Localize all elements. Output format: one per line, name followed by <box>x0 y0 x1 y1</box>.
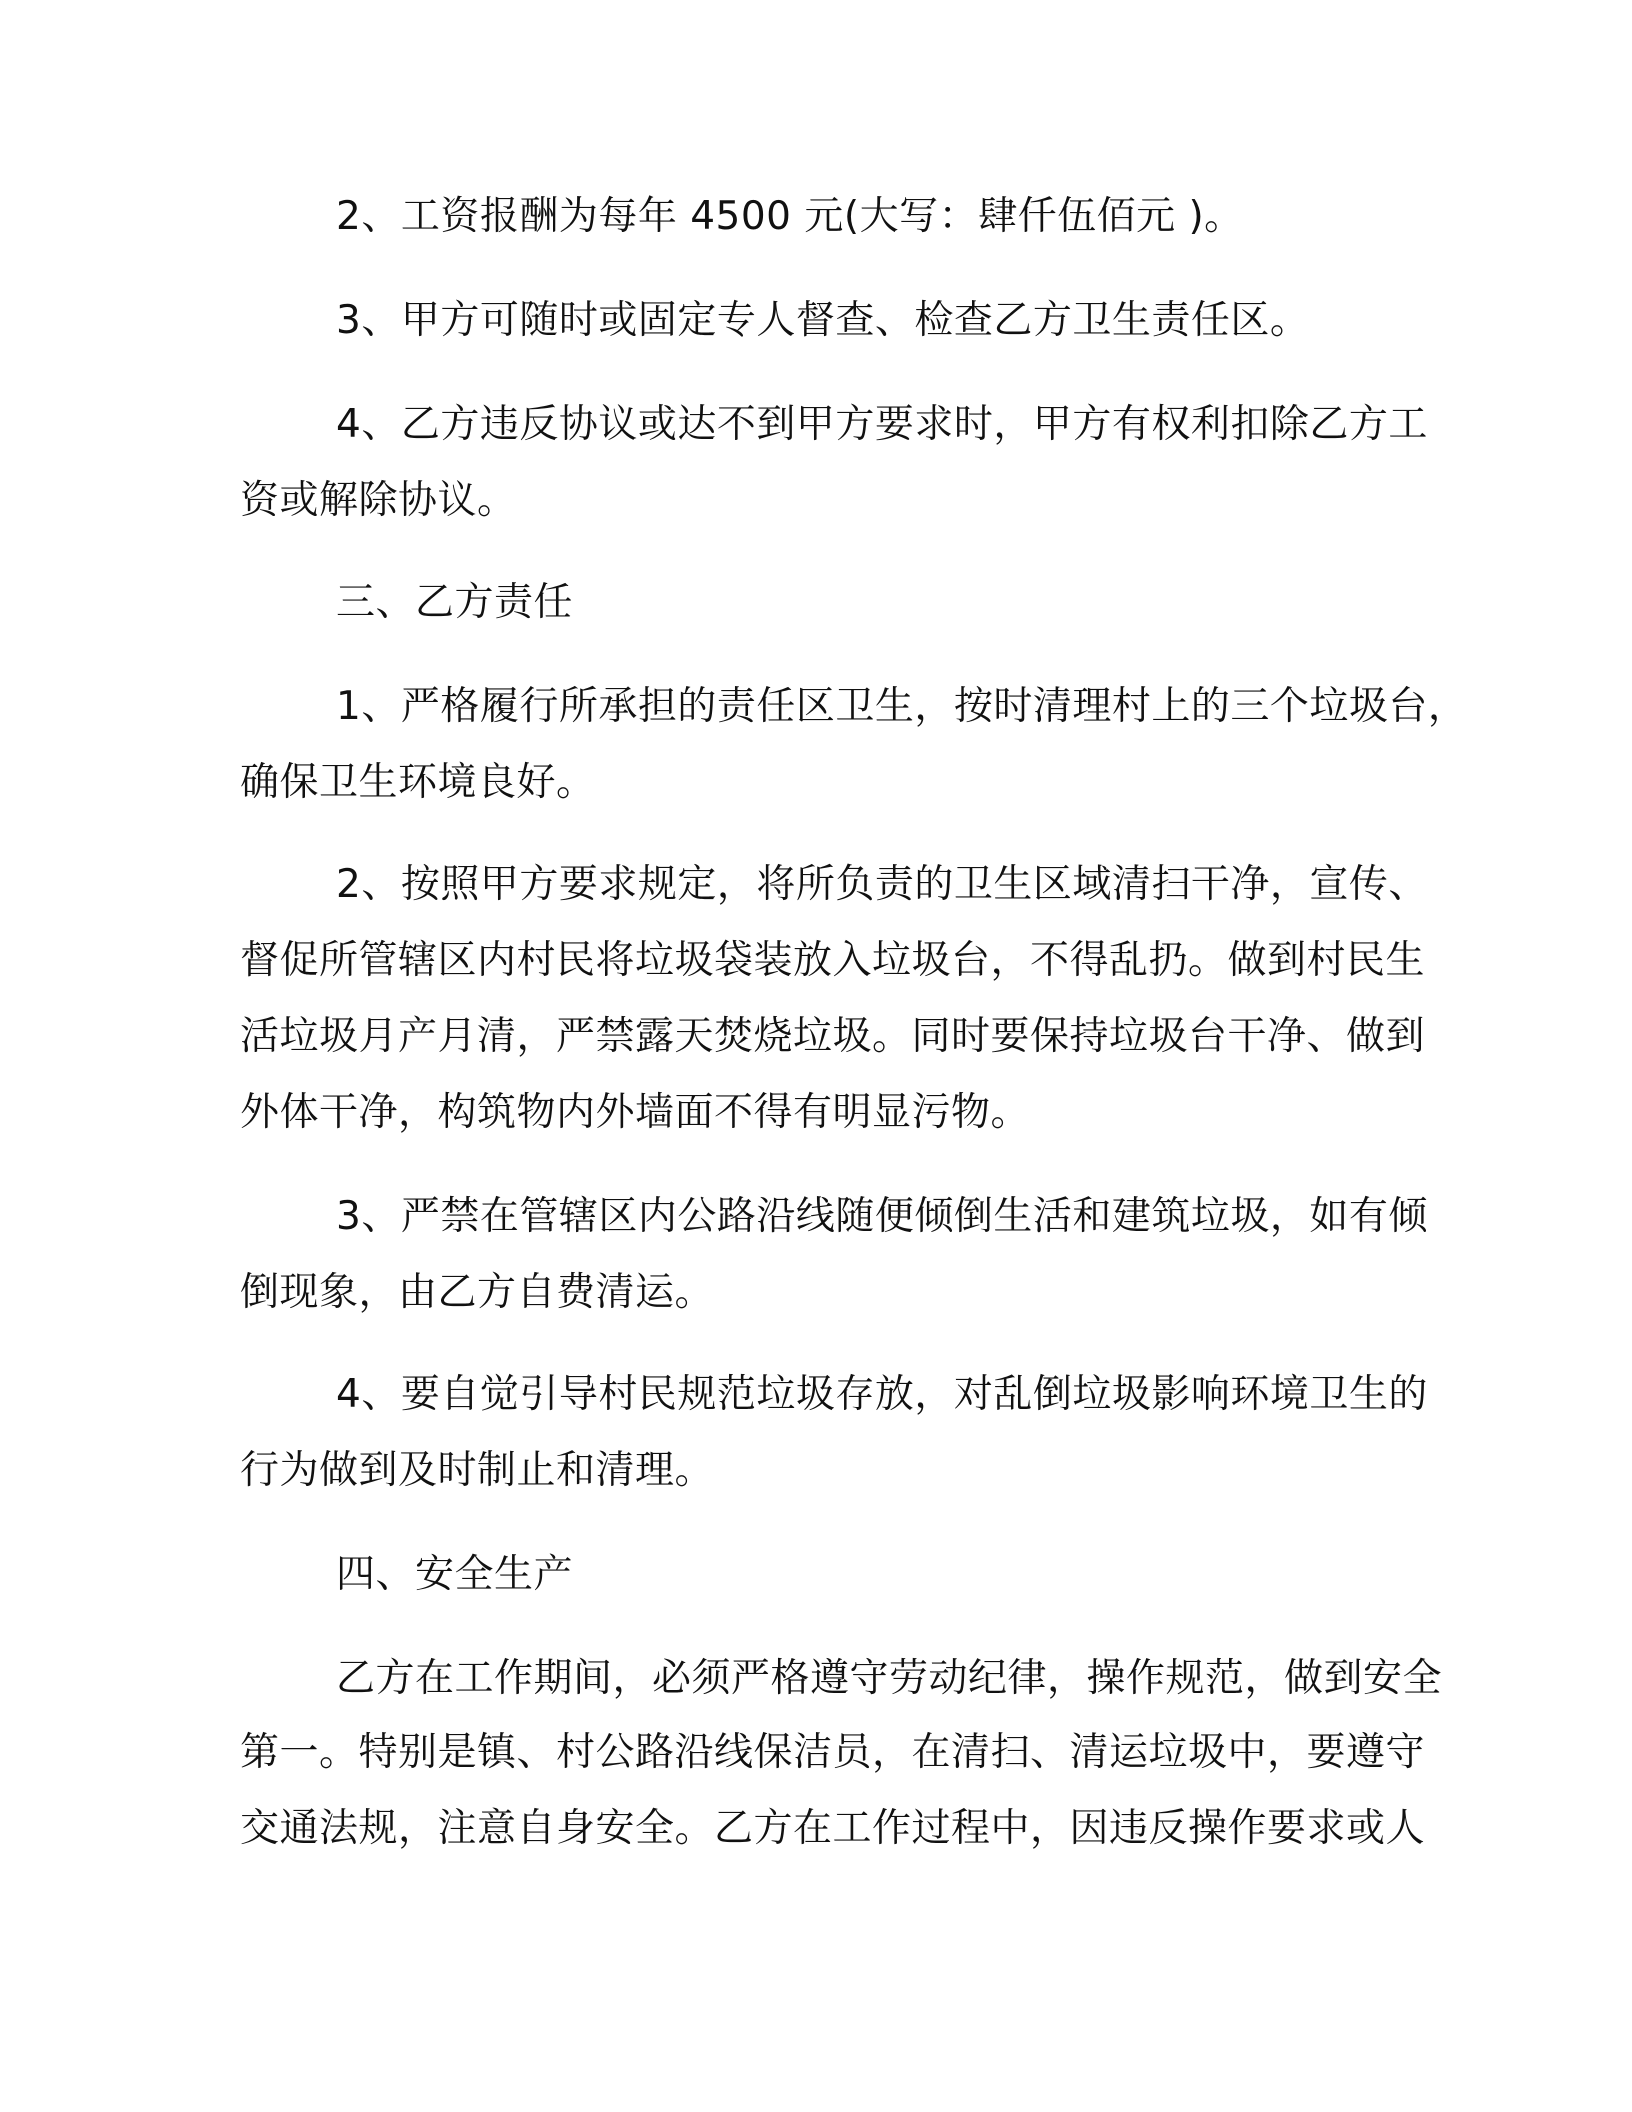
text-line: 3、严禁在管辖区内公路沿线随便倾倒生活和建筑垃圾，如有倾 <box>336 1194 1428 1239</box>
text-line: 4、要自觉引导村民规范垃圾存放，对乱倒垃圾影响环境卫生的 <box>336 1372 1428 1417</box>
text-line: 4、乙方违反协议或达不到甲方要求时，甲方有权利扣除乙方工 <box>336 402 1428 447</box>
text-line: 资或解除协议。 <box>240 478 517 523</box>
text-line: 第一。特别是镇、村公路沿线保洁员，在清扫、清运垃圾中，要遵守 <box>240 1730 1426 1775</box>
text-line: 2、按照甲方要求规定，将所负责的卫生区域清扫干净，宣传、 <box>336 862 1428 907</box>
text-line: 倒现象，由乙方自费清运。 <box>240 1270 715 1315</box>
text-line: 行为做到及时制止和清理。 <box>240 1448 715 1493</box>
text-line: 交通法规，注意自身安全。乙方在工作过程中，因违反操作要求或人 <box>240 1806 1426 1851</box>
text-line: 乙方在工作期间，必须严格遵守劳动纪律，操作规范，做到安全 <box>336 1656 1443 1701</box>
text-line: 确保卫生环境良好。 <box>240 760 596 805</box>
text-line: 2、工资报酬为每年 4500 元(大写：肆仟伍佰元 )。 <box>336 194 1244 239</box>
section-heading: 四、安全生产 <box>336 1552 574 1597</box>
text-line: 1、严格履行所承担的责任区卫生，按时清理村上的三个垃圾台， <box>336 684 1468 729</box>
text-line: 活垃圾月产月清，严禁露天焚烧垃圾。同时要保持垃圾台干净、做到 <box>240 1014 1426 1059</box>
section-heading: 三、乙方责任 <box>336 580 574 625</box>
text-line: 督促所管辖区内村民将垃圾袋装放入垃圾台，不得乱扔。做到村民生 <box>240 938 1426 983</box>
text-line: 3、甲方可随时或固定专人督查、检查乙方卫生责任区。 <box>336 298 1310 343</box>
text-line: 外体干净，构筑物内外墙面不得有明显污物。 <box>240 1090 1031 1135</box>
